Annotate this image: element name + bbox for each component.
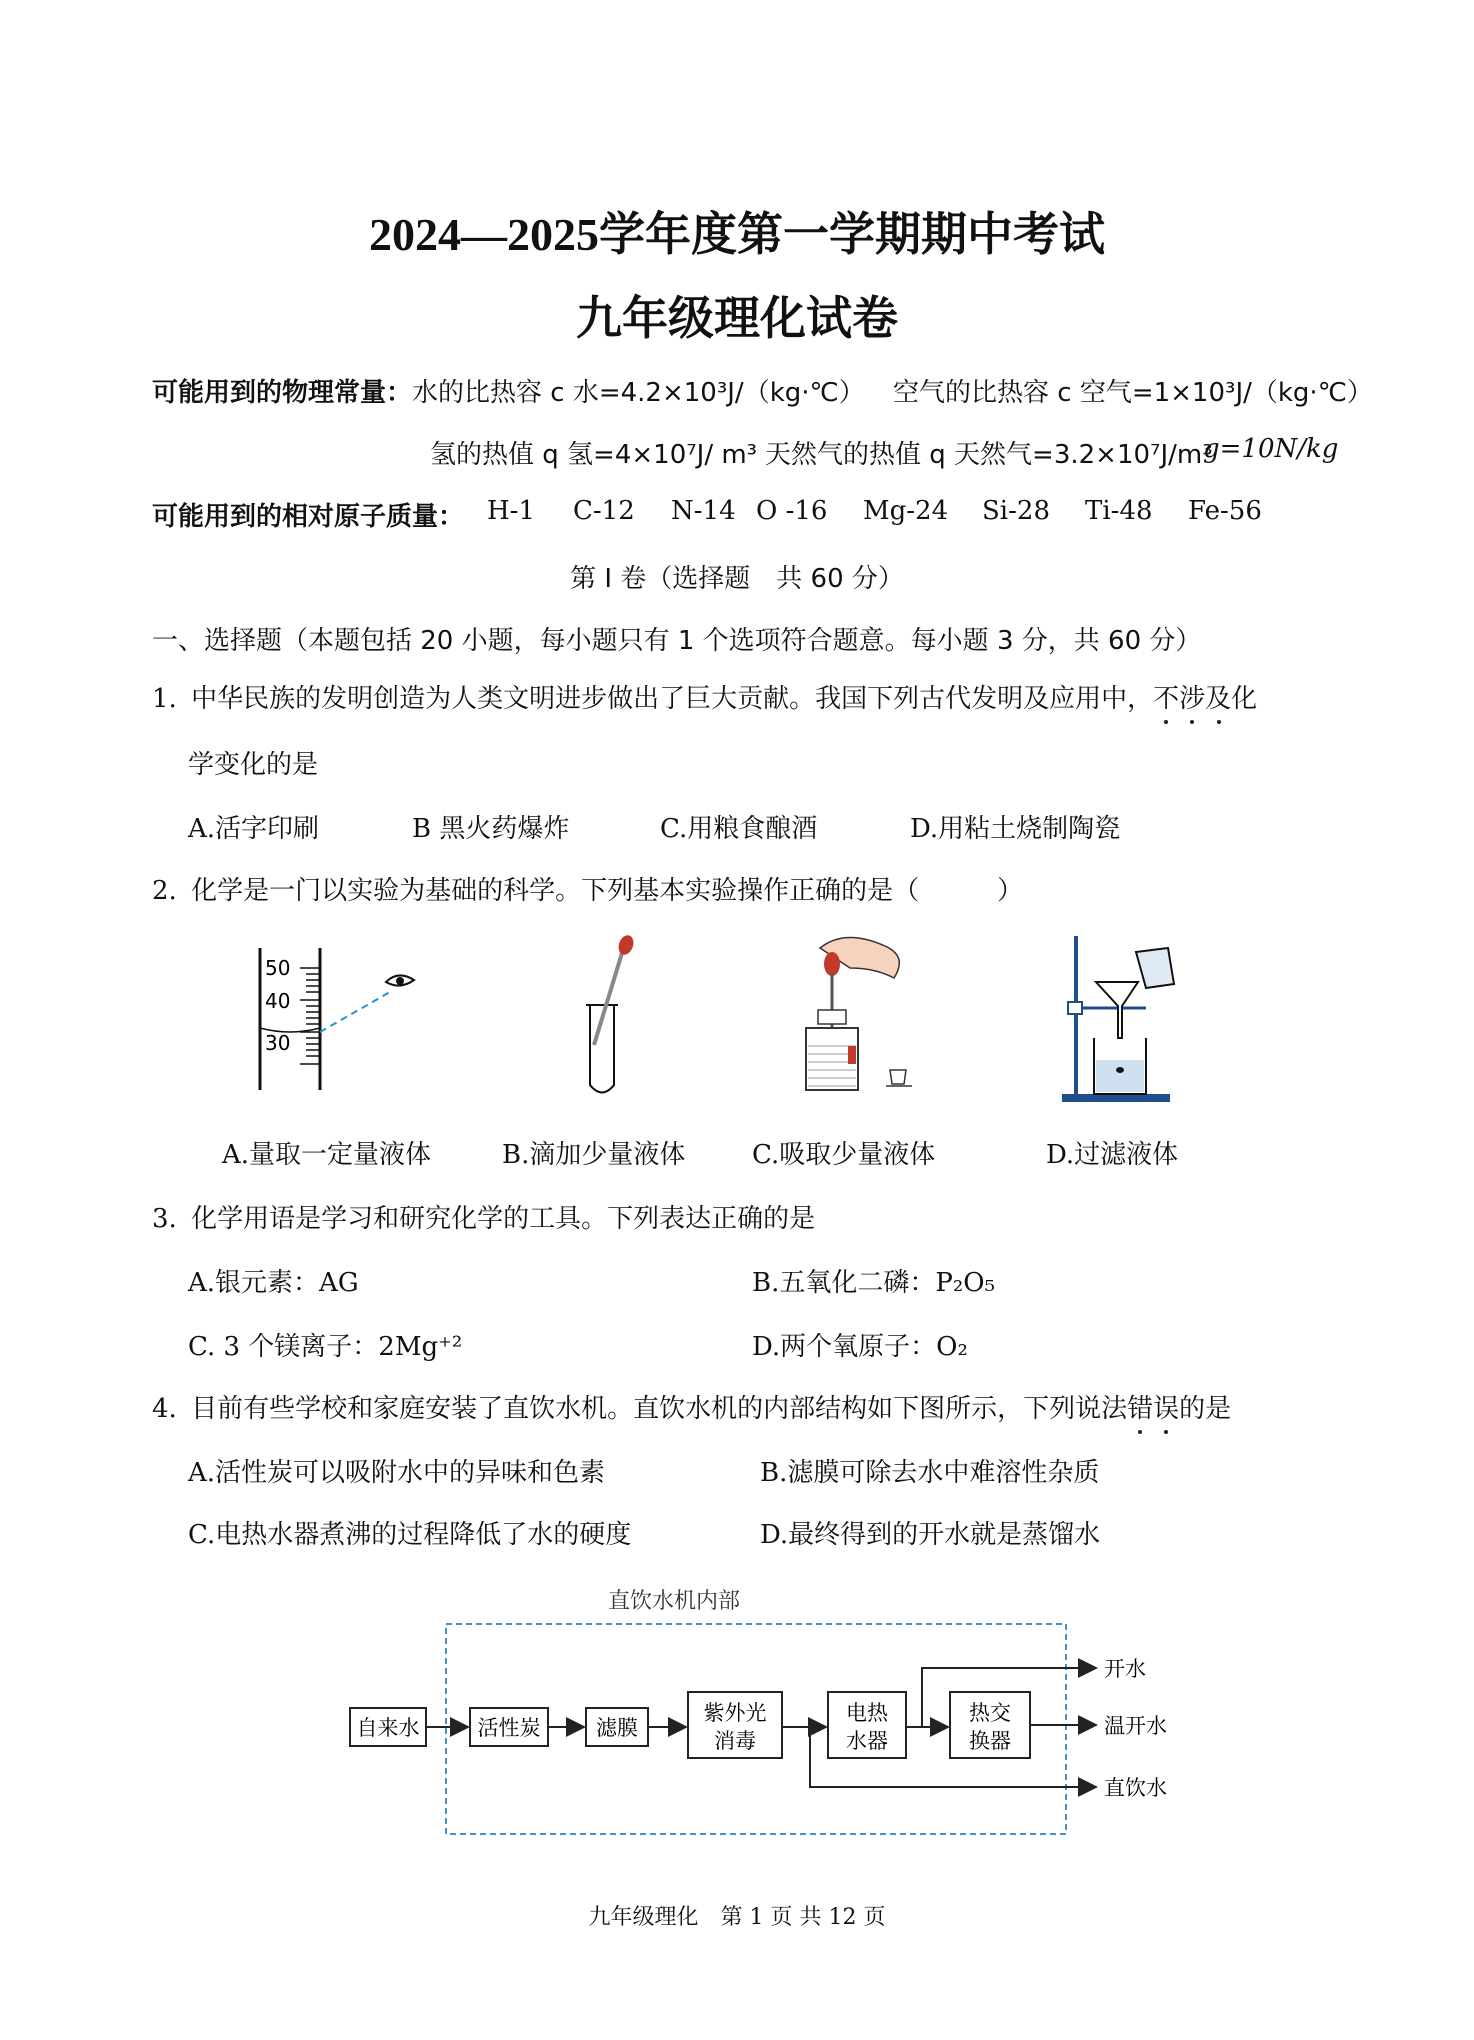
heater-label-line2: 水器 <box>846 1729 888 1753</box>
question-1 <box>152 678 1257 715</box>
graduated-cylinder-figure <box>240 930 440 1100</box>
air-specific-heat: 空气的比热容 c 空气=1×10³J/（kg·℃） <box>893 378 1373 408</box>
boiling-water-output: 开水 <box>1104 1657 1146 1681</box>
dropper-test-tube-figure <box>560 925 660 1105</box>
atomic-mass-ti: Ti-48 <box>1085 496 1153 526</box>
atomic-mass-mg: Mg-24 <box>863 496 949 526</box>
q2-option-d[interactable]: D.过滤液体 <box>1046 1140 1179 1170</box>
page-footer: 九年级理化 第 1 页 共 12 页 <box>588 1905 886 1930</box>
q1-option-a[interactable]: A.活字印刷 <box>188 814 320 844</box>
atomic-mass-label: 可能用到的相对原子质量： <box>152 502 465 532</box>
question-1-continuation: 学变化的是 <box>188 750 319 780</box>
scale-label-50: 50 <box>265 956 291 980</box>
exam-title: 2024—2025学年度第一学期期中考试 <box>369 209 1105 260</box>
exchanger-label-line1: 热交 <box>969 1701 1011 1725</box>
hydrogen-heat-value: 氢的热值 q 氢=4×10⁷J/ m³ <box>430 440 758 470</box>
q1-option-d[interactable]: D.用粘土烧制陶瓷 <box>910 814 1121 844</box>
atomic-mass-fe: Fe-56 <box>1188 496 1262 526</box>
filtration-figure <box>1050 930 1200 1110</box>
question-4 <box>152 1388 1231 1425</box>
physics-constants-row-1 <box>152 372 865 409</box>
emphasis-text: 错误 <box>1127 1394 1179 1424</box>
atomic-mass-si: Si-28 <box>982 496 1050 526</box>
water-dispenser-diagram <box>340 1580 1180 1840</box>
question-text: 化学是一门以实验为基础的科学。下列基本实验操作正确的是（ ） <box>191 876 1024 906</box>
eye-icon <box>386 975 414 985</box>
q3-option-b[interactable]: B.五氧化二磷：P₂O₅ <box>752 1268 996 1298</box>
uv-label-line2: 消毒 <box>714 1729 756 1753</box>
atomic-mass-c: C-12 <box>573 496 635 526</box>
question-3 <box>152 1198 815 1235</box>
question-number: 4. <box>152 1394 177 1424</box>
q2-option-c[interactable]: C.吸取少量液体 <box>752 1140 936 1170</box>
question-text: 化学用语是学习和研究化学的工具。下列表达正确的是 <box>191 1204 816 1234</box>
volume-heading: 第 I 卷（选择题 共 60 分） <box>570 564 904 594</box>
exam-subtitle: 九年级理化试卷 <box>576 293 898 344</box>
q2-option-a[interactable]: A.量取一定量液体 <box>222 1140 432 1170</box>
q3-option-d[interactable]: D.两个氧原子：O₂ <box>752 1332 968 1362</box>
emphasis-text: 不涉及 <box>1153 684 1231 714</box>
scale-label-30: 30 <box>265 1031 291 1055</box>
q4-option-b[interactable]: B.滤膜可除去水中难溶性杂质 <box>760 1458 1100 1488</box>
q4-option-c[interactable]: C.电热水器煮沸的过程降低了水的硬度 <box>188 1520 632 1550</box>
atomic-mass-n: N-14 <box>671 496 736 526</box>
atomic-mass-h: H-1 <box>487 496 536 526</box>
q3-option-c[interactable]: C. 3 个镁离子：2Mg⁺² <box>188 1332 463 1362</box>
atomic-mass-row <box>152 496 464 533</box>
dropper-bottle-figure <box>790 928 940 1103</box>
gravity-constant: g=10N/kg <box>1203 434 1339 464</box>
question-number: 3. <box>152 1204 177 1234</box>
diagram-frame-label: 直饮水机内部 <box>608 1589 741 1614</box>
q4-option-a[interactable]: A.活性炭可以吸附水中的异味和色素 <box>188 1458 606 1488</box>
part-heading: 一、选择题（本题包括 20 小题，每小题只有 1 个选项符合题意。每小题 3 分，共 60 分） <box>152 626 1202 656</box>
activated-carbon-label: 活性炭 <box>477 1716 541 1740</box>
drinking-water-output: 直饮水 <box>1104 1776 1167 1800</box>
q1-option-b[interactable]: B 黑火药爆炸 <box>412 814 570 844</box>
question-2 <box>152 870 1023 907</box>
q2-option-b[interactable]: B.滴加少量液体 <box>502 1140 686 1170</box>
water-specific-heat: 水的比热容 c 水=4.2×10³J/（kg·℃） <box>412 378 865 408</box>
q4-option-d[interactable]: D.最终得到的开水就是蒸馏水 <box>760 1520 1101 1550</box>
question-text-end: 的是 <box>1179 1394 1232 1424</box>
filter-membrane-label: 滤膜 <box>596 1716 638 1740</box>
question-text: 中华民族的发明创造为人类文明进步做出了巨大贡献。我国下列古代发明及应用中， <box>191 684 1154 714</box>
physics-constants-label: 可能用到的物理常量： <box>152 378 413 408</box>
question-number: 2. <box>152 876 177 906</box>
question-number: 1. <box>152 684 177 714</box>
atomic-mass-o: O -16 <box>756 496 828 526</box>
heater-label-line1: 电热 <box>846 1701 888 1725</box>
q1-option-c[interactable]: C.用粮食酿酒 <box>660 814 818 844</box>
natural-gas-heat-value: 天然气的热值 q 天然气=3.2×10⁷J/m³ <box>765 440 1213 470</box>
scale-label-40: 40 <box>265 989 291 1013</box>
question-text: 目前有些学校和家庭安装了直饮水机。直饮水机的内部结构如下图所示，下列说法 <box>191 1394 1128 1424</box>
tap-water-label: 自来水 <box>356 1716 420 1740</box>
question-text-end: 化 <box>1231 684 1258 714</box>
exchanger-label-line2: 换器 <box>969 1729 1011 1753</box>
warm-water-output: 温开水 <box>1104 1714 1167 1738</box>
q3-option-a[interactable]: A.银元素：AG <box>188 1268 359 1298</box>
uv-label-line1: 紫外光 <box>703 1701 767 1725</box>
